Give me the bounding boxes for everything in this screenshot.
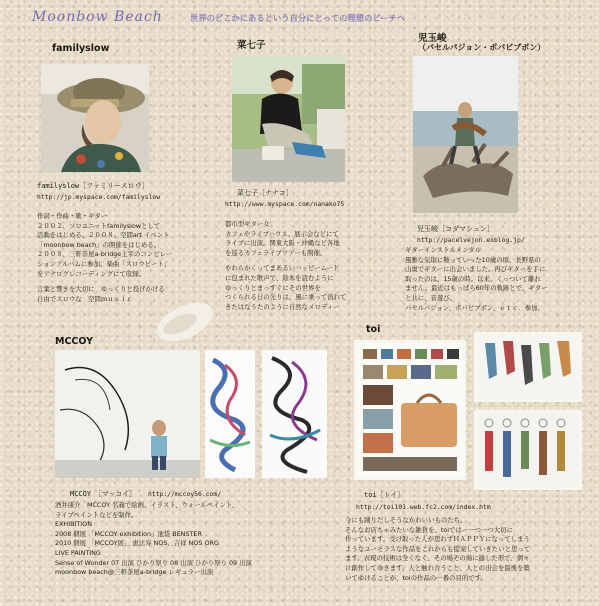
kodama-name-sub: （パセルパジョン・ポパビブボン） xyxy=(418,43,546,52)
bio-line: ライブペイントなどを制作。 xyxy=(55,510,138,519)
bio-line: 「moonbow beach」の開催をはじめる。 xyxy=(37,240,161,249)
kodama-bio xyxy=(405,246,548,313)
familyslow-bio xyxy=(37,212,172,304)
bio-line: ません。最近はもっぱら60年の軌跡とで、ギター xyxy=(405,284,548,293)
bio-line: きたはなうたのように自然なメロディー xyxy=(225,302,340,311)
bio-line: Sense of Wonder 07 出演 ひかり祭り 08 出演 ひかり祭り 09 出演 xyxy=(55,558,252,567)
bio-line: 作っています。受け取った人が思わずＨＡＰＰＹになってしまう xyxy=(345,535,530,544)
bio-line: moonbow beach@三軒茶屋a-bridge レギュラー出演 xyxy=(55,568,214,577)
bio-line: 山奥でギターに出会いました。再びギターを手に xyxy=(405,265,546,274)
bio-line: ライブに出演。関東大阪・沖縄など各地 xyxy=(225,239,340,248)
nanako-caption: 菜七子［ナナコ］ xyxy=(237,189,293,197)
page-title: Moonbow Beach xyxy=(32,9,163,25)
nanako-name: 菜七子 xyxy=(237,40,266,51)
shell-decoration-icon xyxy=(150,300,220,345)
bio-line: 言葉と響きを大切に ゆっくりと投げかける xyxy=(37,285,165,294)
bio-line: ゆっくりとまっすぐにその世界を xyxy=(225,283,321,292)
mccoy-caption: MCCOY ［マッコイ］ xyxy=(70,490,137,498)
toi-photo-goods xyxy=(354,340,466,480)
bio-line: を巡るカフェライブツアーも開催。 xyxy=(225,248,327,257)
bio-line: をアナログレコーディングにて収録。 xyxy=(37,269,145,278)
kodama-photo xyxy=(413,56,518,213)
bio-line: つくられる日の光りは、風に乗って流れて xyxy=(225,293,347,302)
toi-url[interactable]: http://toi101.web.fc2.com/index.htm xyxy=(356,503,491,511)
bio-line: やわらかくってまあるいハッピームード xyxy=(225,264,340,273)
bio-line: カフェやライブハウス、展示会などにて xyxy=(225,229,339,238)
bio-line: 2010 個展 「MCCOY展」 恵比寿 NOS、吉祥 NOS ORG xyxy=(55,539,219,548)
bio-line: に創作してゆきます。人と触れ合うこと、人との出会を最後を築 xyxy=(345,563,530,572)
toi-photo-keychains xyxy=(474,410,582,490)
toi-photo-tags xyxy=(474,332,582,402)
bio-line: 今にも踊りだしそうなかわいいものたち。 xyxy=(345,516,467,524)
bio-line: 都市型ギター女 xyxy=(225,220,270,228)
mccoy-name: MCCOY xyxy=(55,336,94,347)
nanako-url[interactable]: http://www.myspace.com/nanako75 xyxy=(225,200,345,208)
mccoy-bio xyxy=(55,501,252,578)
bio-line: そんなお店ちゃみたいな雑貨を、toiではー一つ一つ大切に xyxy=(345,525,513,534)
bio-line: に包まれた歌声で、絵本を読むように xyxy=(225,273,334,282)
kodama-url[interactable]: http://pacelvejon.exblog.jp/ xyxy=(417,236,525,244)
bio-line: 作詞・作曲・歌・ギター xyxy=(37,212,108,220)
familyslow-name: familyslow xyxy=(52,43,110,54)
nanako-bio xyxy=(225,220,346,312)
toi-bio xyxy=(345,516,530,583)
mccoy-url[interactable]: http://mccoy56.com/ xyxy=(148,490,222,498)
bio-line: ２００８、三軒茶屋a-bridge主宰のコンピレー xyxy=(37,250,173,259)
bio-line: EXHIBITION xyxy=(55,520,92,529)
bio-line: パセルパジョン、ポパビブボン、ｅｔｃ．参加。 xyxy=(405,303,544,312)
kodama-name: 児玉峻 xyxy=(418,33,447,44)
bio-line: 活動をはじめる。２００８、空間art イベント xyxy=(37,231,170,240)
bio-line: 自由でスロウな 空間ｍｕｓｉｃ xyxy=(37,294,133,303)
mccoy-photo-drawing-2 xyxy=(262,350,327,478)
bio-line: ギターインストルメンタル xyxy=(405,246,481,254)
toi-caption: toi［トイ］ xyxy=(364,491,405,499)
bio-line: ます。表現の技術は全くなく、その場その場に適した形で、個々 xyxy=(345,554,530,563)
bio-line: 2008 個展 「MCCOY exhibition」池袋 BENSTER xyxy=(55,529,202,538)
kodama-caption: 児玉峻［コダマシュン］ xyxy=(417,225,494,233)
bio-line: 酒井康介 MCCOY 名義で絵画、イラスト、ウォールペイント、 xyxy=(55,501,239,509)
bio-line: 風雅な気取に鞍っていった10歳の頃、長野県の xyxy=(405,255,541,264)
bio-line: いてゆけることが、toiの作品の一番の目的です。 xyxy=(345,573,487,582)
bio-line: ようなユーモラスな作品をこれからも提案していきたいと思って xyxy=(345,544,531,553)
bio-line: LIVE PAINTING xyxy=(55,548,101,557)
bio-line: 取ったのは、15歳の時。以来、くっついて離れ xyxy=(405,274,541,283)
mccoy-photo-mural xyxy=(55,350,200,478)
bio-line: ２００２、ソロユニットfamilyslowとして xyxy=(37,221,161,230)
bio-line: ションアルバムに参加。楽曲「スロウビート」 xyxy=(37,259,171,268)
bio-line: と共に、音遊び。 xyxy=(405,293,456,302)
mccoy-photo-drawing-1 xyxy=(205,350,255,478)
familyslow-photo xyxy=(41,64,149,172)
nanako-photo xyxy=(232,54,345,182)
toi-name: toi xyxy=(366,324,381,335)
familyslow-url[interactable]: http://jp.myspace.com/familyslow xyxy=(37,193,161,201)
familyslow-caption: familyslow［ファミリースロウ］ xyxy=(37,182,149,190)
page-subtitle: 世界のどこかにあるという自分にとっての理想のビーチへ xyxy=(190,13,406,23)
